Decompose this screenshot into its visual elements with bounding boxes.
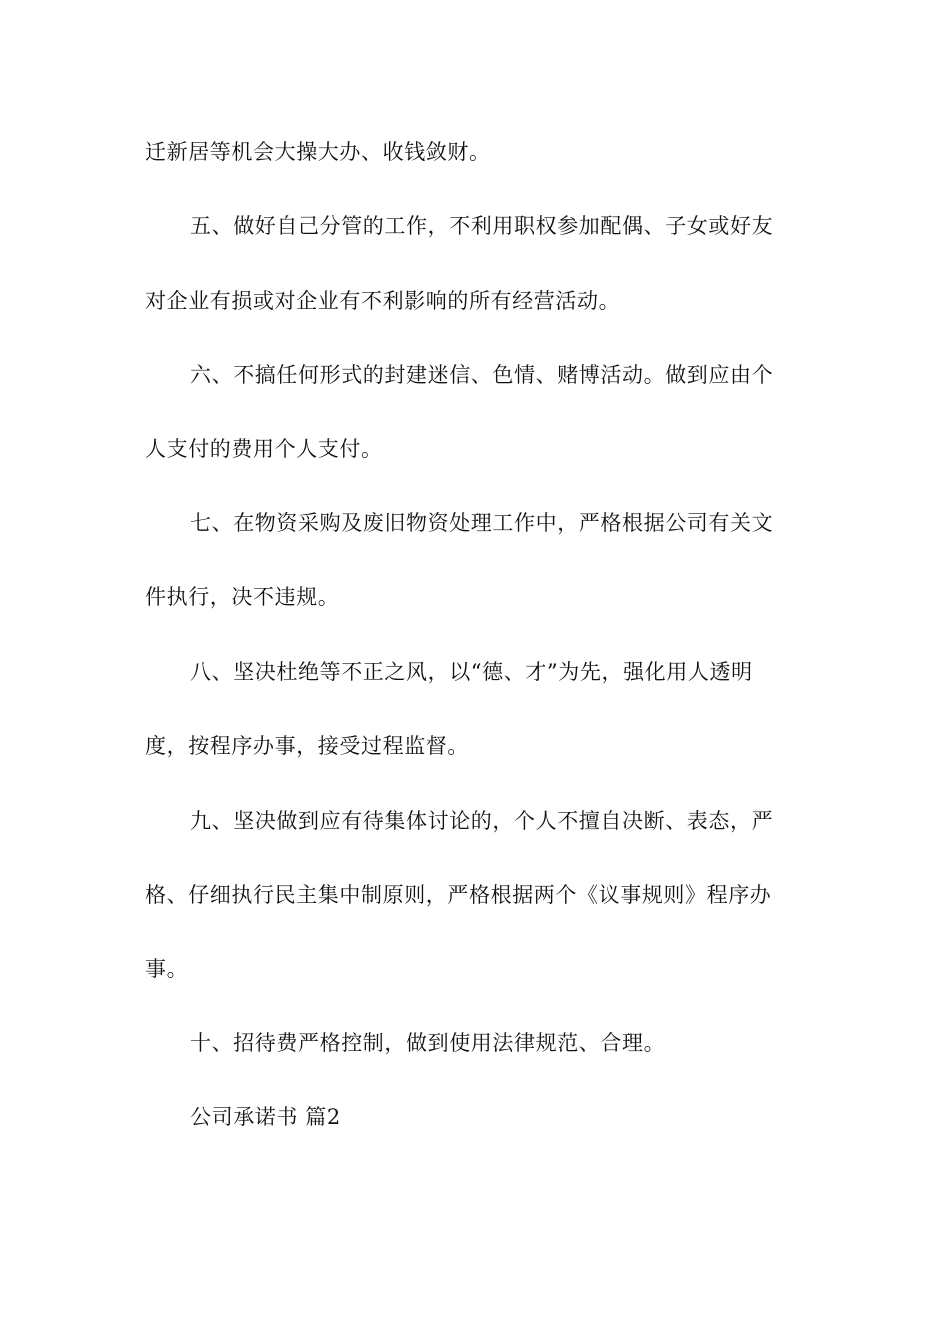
- paragraph-line: 五、做好自己分管的工作，不利用职权参加配偶、子女或好友: [190, 214, 774, 238]
- section-heading: 公司承诺书 篇2: [190, 1105, 341, 1129]
- paragraph-line: 七、在物资采购及废旧物资处理工作中，严格根据公司有关文: [190, 511, 774, 535]
- paragraph-line: 人支付的费用个人支付。: [145, 437, 383, 461]
- paragraph-line: 格、仔细执行民主集中制原则，严格根据两个《议事规则》程序办: [145, 883, 772, 907]
- paragraph-line: 八、坚决杜绝等不正之风，以“德、才”为先，强化用人透明: [190, 660, 753, 684]
- paragraph-line: 十、招待费严格控制，做到使用法律规范、合理。: [190, 1031, 666, 1055]
- paragraph-line: 对企业有损或对企业有不利影响的所有经营活动。: [145, 289, 621, 313]
- paragraph-line: 件执行，决不违规。: [145, 585, 340, 609]
- paragraph-line: 迁新居等机会大操大办、收钱敛财。: [145, 140, 491, 164]
- paragraph-line: 六、不搞任何形式的封建迷信、色情、赌博活动。做到应由个: [190, 363, 774, 387]
- paragraph-line: 九、坚决做到应有待集体讨论的，个人不擅自决断、表态，严: [190, 809, 774, 833]
- paragraph-line: 度，按程序办事，接受过程监督。: [145, 734, 469, 758]
- paragraph-line: 事。: [145, 957, 189, 981]
